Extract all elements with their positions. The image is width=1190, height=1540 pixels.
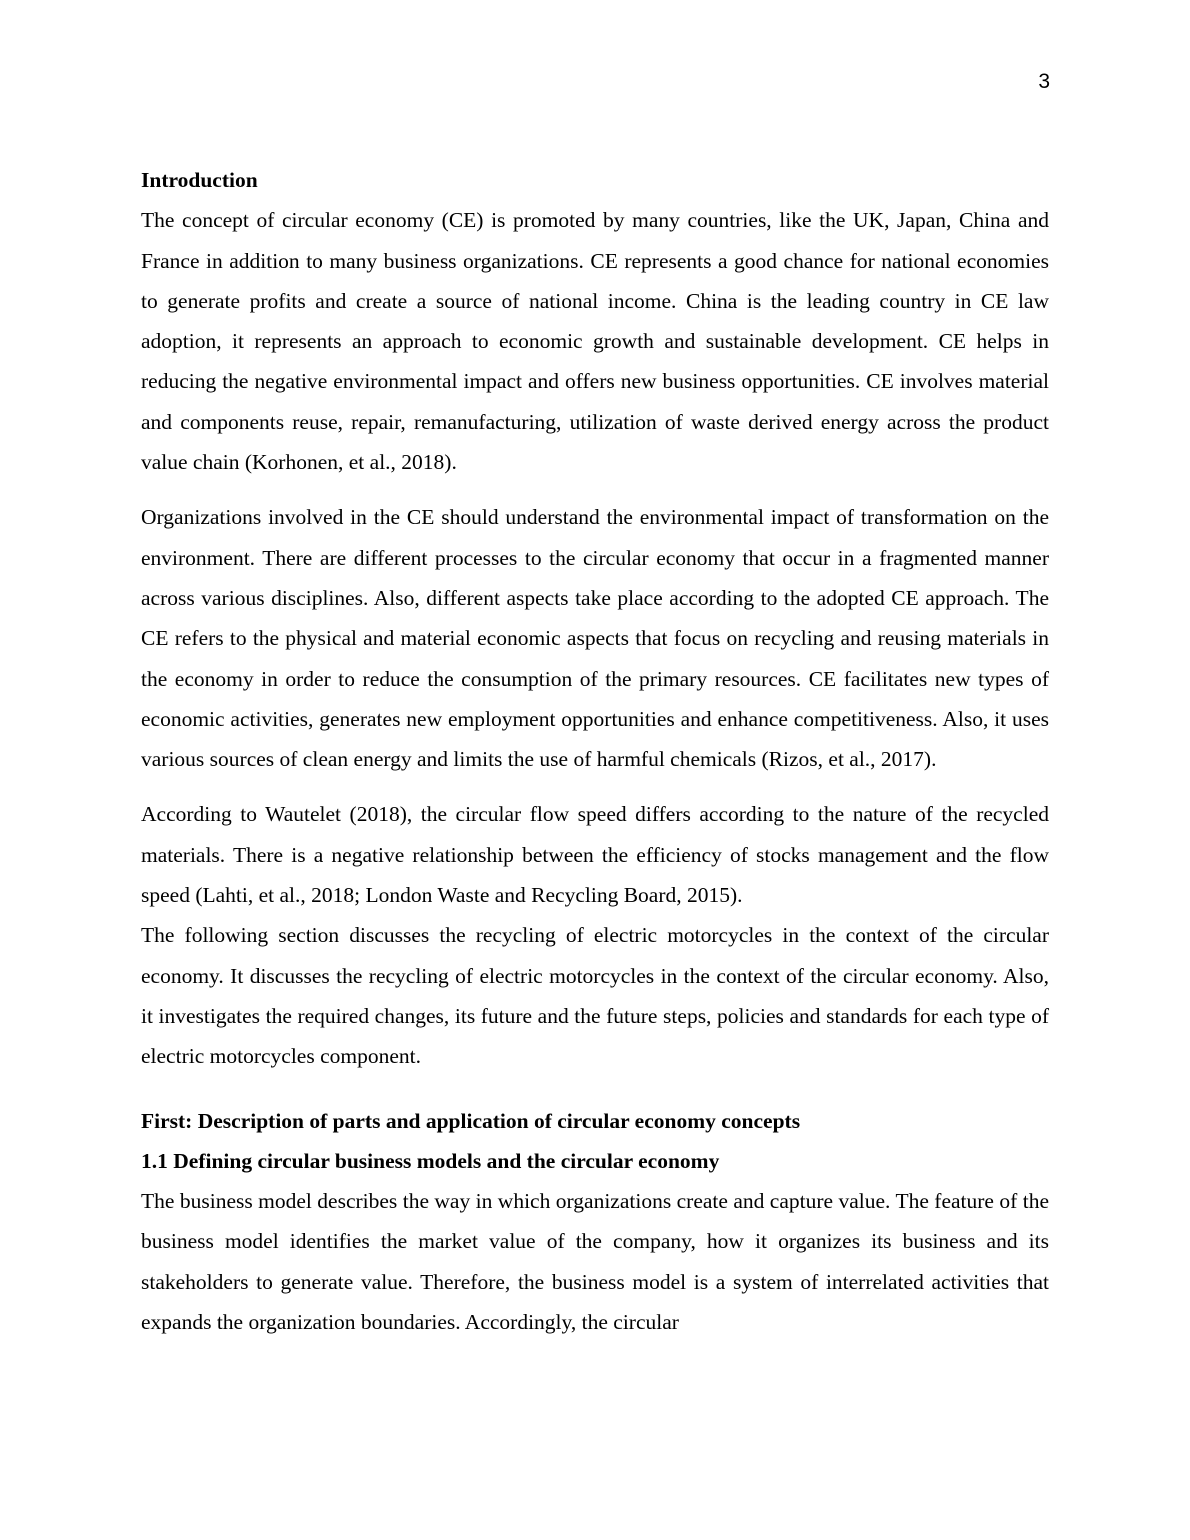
- intro-paragraph-3: According to Wautelet (2018), the circular flow speed differs according to the nature of the recycled materials. There is a negative relationship between the efficiency of stocks management and the flow speed (Lahti, et al., 2018; London Waste and Recycling Board, 2015).: [141, 802, 1049, 908]
- subsection-heading-1-1: 1.1 Defining circular business models and the circular economy: [141, 1148, 720, 1173]
- business-model-paragraph: The business model describes the way in which organizations create and capture value. The feature of the business model identifies the market value of the company, how it organizes its business and its stakeholders to generate value. Therefore, the business model is a system of interrelated activities that expands the organization boundaries. Accordingly, the circular: [141, 1189, 1049, 1335]
- first-section-heading: First: Description of parts and application of circular economy concepts: [141, 1108, 801, 1133]
- intro-paragraph-2: Organizations involved in the CE should understand the environmental impact of transformation on the environment. There are different processes to the circular economy that occur in a fragmented manner across various disciplines. Also, different aspects take place according to the adopted CE approach. The CE refers to the physical and material economic aspects that focus on recycling and reusing materials in the economy in order to reduce the consumption of the primary resources. CE facilitates new types of economic activities, generates new employment opportunities and enhance competitiveness. Also, it uses various sources of clean energy and limits the use of harmful chemicals (Rizos, et al., 2017).: [141, 505, 1049, 772]
- intro-paragraph-4: The following section discusses the recycling of electric motorcycles in the context of the circular economy. It discusses the recycling of electric motorcycles in the context of the circular economy. Also, it investigates the required changes, its future and the future steps, policies and standards for each type of electric motorcycles component.: [141, 923, 1049, 1069]
- document-body: [141, 160, 1049, 1342]
- introduction-heading: Introduction: [141, 168, 258, 192]
- intro-paragraph-1: The concept of circular economy (CE) is promoted by many countries, like the UK, Japan, China and France in addition to many business organizations. CE represents a good chance for national economies to generate profits and create a source of national income. China is the leading country in CE law adoption, it represents an approach to economic growth and sustainable development. CE helps in reducing the negative environmental impact and offers new business opportunities. CE involves material and components reuse, repair, remanufacturing, utilization of waste derived energy across the product value chain (Korhonen, et al., 2018).: [141, 208, 1049, 475]
- page-number: 3: [1038, 70, 1050, 93]
